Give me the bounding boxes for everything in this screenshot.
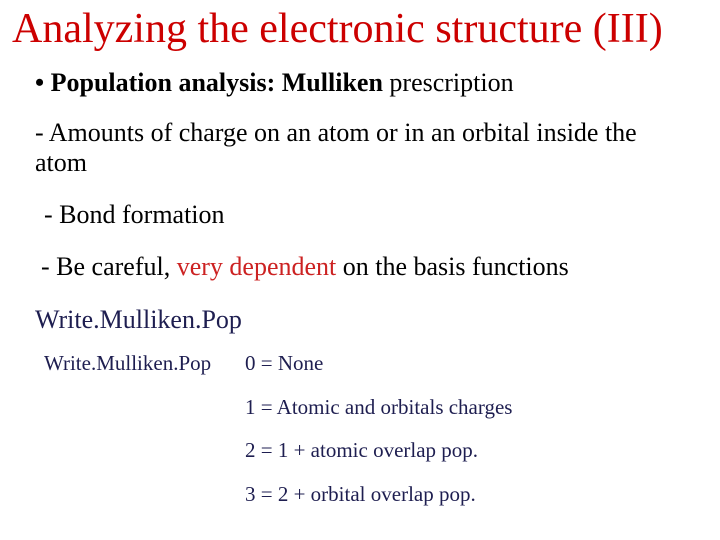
bullet-bold-text: • Population analysis: Mulliken xyxy=(35,68,383,97)
careful-post-text: on the basis functions xyxy=(336,252,569,281)
item-charge-amounts: - Amounts of charge on an atom or in an orbital inside the atom xyxy=(35,118,637,177)
bullet-population-analysis xyxy=(35,68,514,98)
item-bond-formation: - Bond formation xyxy=(44,200,225,229)
option-value-0: 0 = None xyxy=(245,351,324,375)
item-be-careful xyxy=(41,252,569,282)
bullet-rest-text: prescription xyxy=(382,68,514,97)
careful-pre-text: - Be careful, xyxy=(41,252,177,281)
option-value-3: 3 = 2 + orbital overlap pop. xyxy=(245,482,476,506)
keyword-heading: Write.Mulliken.Pop xyxy=(35,305,242,334)
option-value-2: 2 = 1 + atomic overlap pop. xyxy=(245,438,479,462)
slide-title: Analyzing the electronic structure (III) xyxy=(12,6,663,52)
option-value-1: 1 = Atomic and orbitals charges xyxy=(245,395,513,419)
careful-highlight-text: very dependent xyxy=(176,252,337,281)
option-keyword-label: Write.Mulliken.Pop xyxy=(44,351,212,375)
